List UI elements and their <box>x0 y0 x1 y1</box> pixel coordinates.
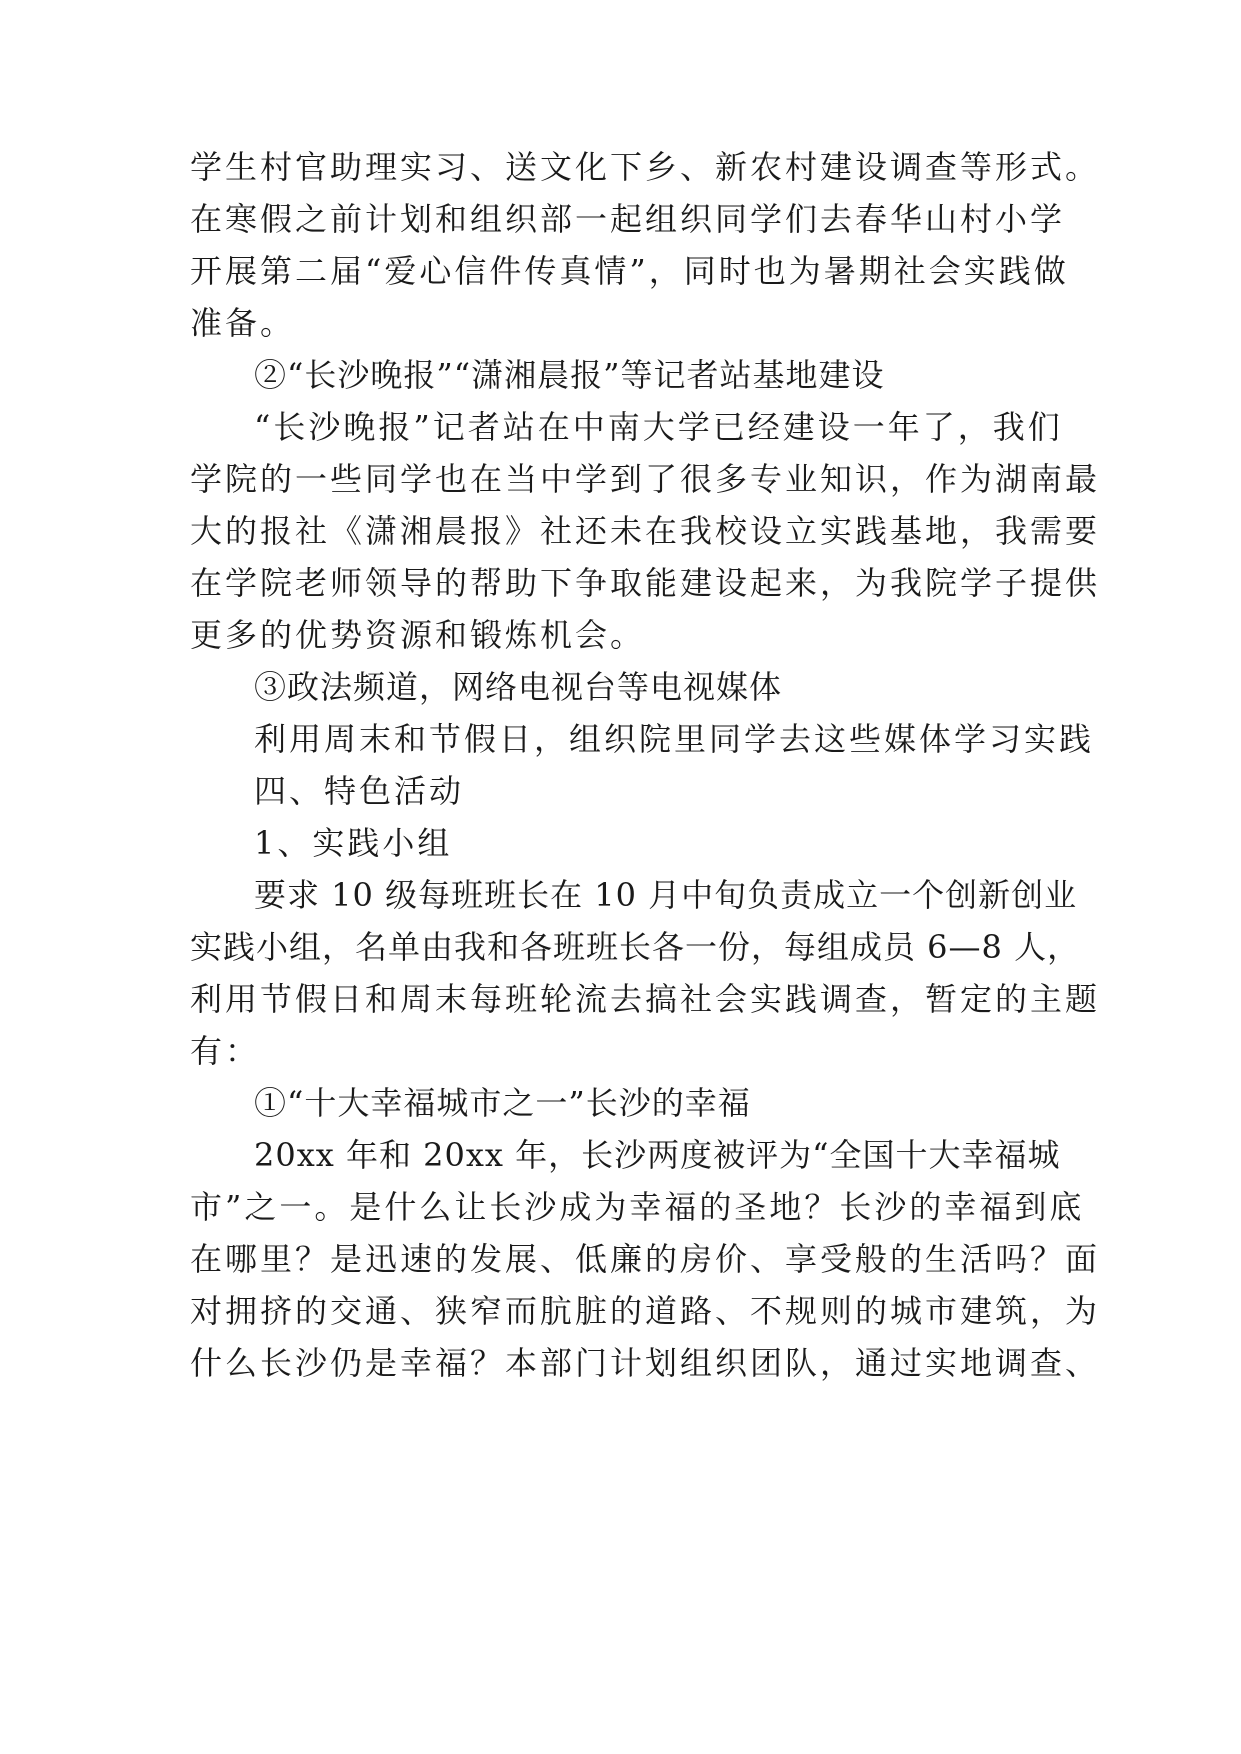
body-text-line: 什么长沙仍是幸福？本部门计划组织团队，通过实地调查、 <box>190 1344 1101 1382</box>
body-text-line: 学院的一些同学也在当中学到了很多专业知识，作为湖南最 <box>190 460 1101 498</box>
body-text-line: 学生村官助理实习、送文化下乡、新农村建设调查等形式。 <box>190 148 1101 186</box>
body-text-line: 更多的优势资源和锻炼机会。 <box>190 616 646 654</box>
body-text-line: 开展第二届“爱心信件传真情”，同时也为暑期社会实践做 <box>190 252 1069 290</box>
body-text-line: 准备。 <box>190 304 296 342</box>
body-text-line: 在学院老师领导的帮助下争取能建设起来，为我院学子提供 <box>190 564 1101 602</box>
subheading-tv-media: ③政法频道，网络电视台等电视媒体 <box>254 668 783 706</box>
body-text-line: 大的报社《潇湘晨报》社还未在我校设立实践基地，我需要 <box>190 512 1101 550</box>
subheading-newspaper-stations: ②“长沙晚报”“潇湘晨报”等记者站基地建设 <box>254 356 885 394</box>
body-text-line: 有： <box>190 1032 261 1070</box>
body-text-line: 要求 10 级每班班长在 10 月中旬负责成立一个创新创业 <box>254 876 1078 914</box>
subheading-happiest-city: ①“十大幸福城市之一”长沙的幸福 <box>254 1084 751 1122</box>
body-text-line: 利用周末和节假日，组织院里同学去这些媒体学习实践 <box>254 720 1095 758</box>
section-heading-special-activities: 四、特色活动 <box>254 772 465 810</box>
body-text-line: 在寒假之前计划和组织部一起组织同学们去春华山村小学 <box>190 200 1066 238</box>
subheading-practice-group: 1、实践小组 <box>254 824 453 862</box>
body-text-line: “长沙晚报”记者站在中南大学已经建设一年了，我们 <box>254 408 1063 446</box>
body-text-line: 利用节假日和周末每班轮流去搞社会实践调查，暂定的主题 <box>190 980 1101 1018</box>
body-text-line: 在哪里？是迅速的发展、低廉的房价、享受般的生活吗？面 <box>190 1240 1101 1278</box>
body-text-line: 对拥挤的交通、狭窄而肮脏的道路、不规则的城市建筑，为 <box>190 1292 1101 1330</box>
body-text-line: 市”之一。是什么让长沙成为幸福的圣地？长沙的幸福到底 <box>190 1188 1085 1226</box>
body-text-line: 实践小组，名单由我和各班班长各一份，每组成员 6—8 人， <box>190 928 1081 966</box>
body-text-line: 20xx 年和 20xx 年，长沙两度被评为“全国十大幸福城 <box>254 1136 1061 1174</box>
